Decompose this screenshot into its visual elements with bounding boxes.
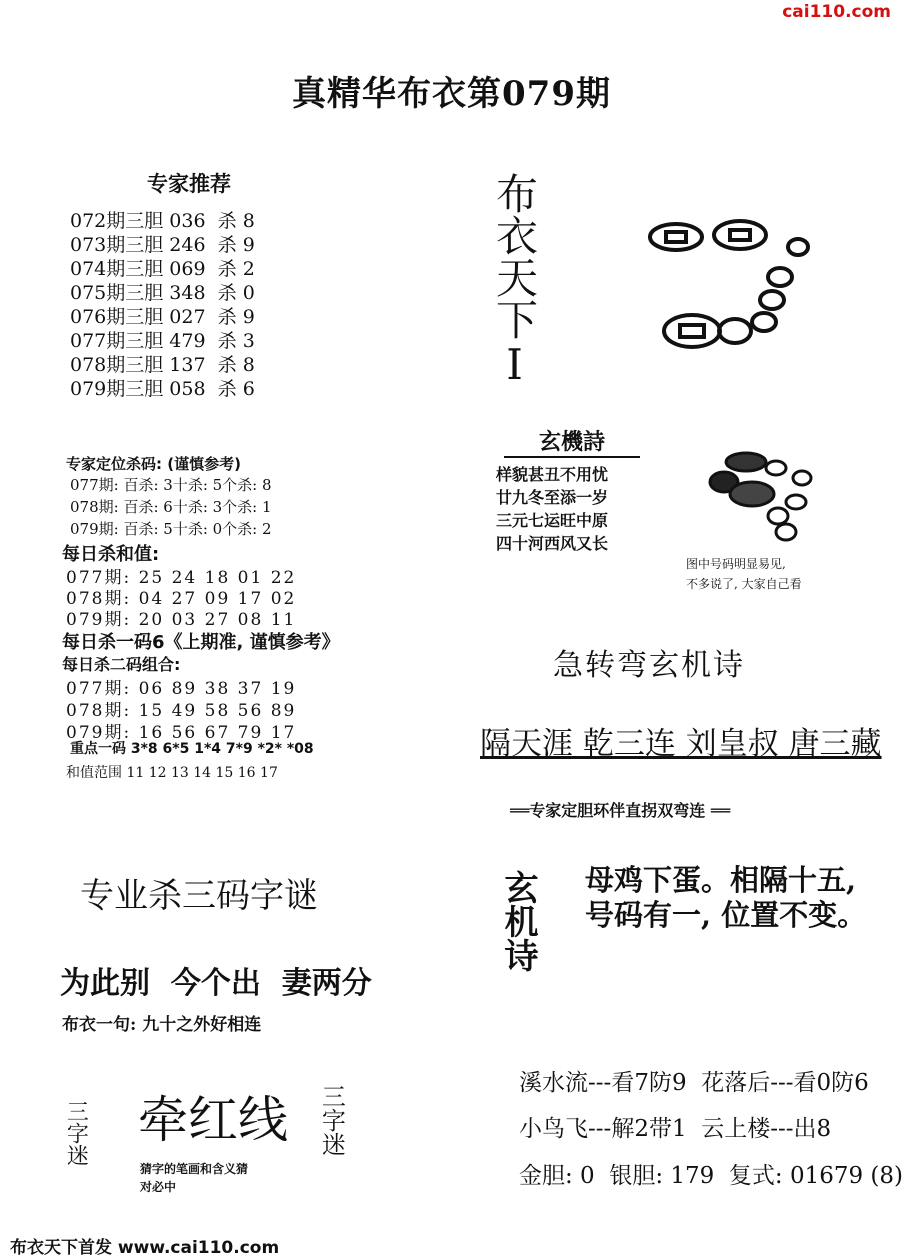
poem-line: 廿九冬至添一岁 [496,488,609,507]
daily-two-row: 079期: 16 56 67 79 17 [66,723,297,743]
position-kill-row: 079期: 百杀: 5十杀: 0个杀: 2 [70,520,272,538]
site-brand: cai110.com [782,2,891,22]
jizhuan-title: 急转弯玄机诗 [553,648,745,683]
riddle-main-word: 牵红线 [138,1091,288,1149]
coins-number-icon [700,446,830,546]
clue-row: 金胆: 0 银胆: 179 复式: 01679 (8) [519,1163,903,1189]
daily-two-row: 077期: 06 89 38 37 19 [66,679,297,699]
coins-caption: 图中号码明显易见, [686,557,786,571]
daily-sum-row: 079期: 20 03 27 08 11 [66,610,297,630]
clue-row: 溪水流---看7防9 花落后---看0防6 [519,1070,869,1096]
pick-row: 075期三胆 348 杀 0 [70,282,255,304]
riddle-hint: 猜字的笔画和含义猜 [140,1162,249,1176]
pick-row: 072期三胆 036 杀 8 [70,210,255,232]
pick-row: 076期三胆 027 杀 9 [70,306,255,328]
xuanji-poem-box [496,425,648,554]
pick-row: 073期三胆 246 杀 9 [70,234,255,256]
pick-row: 077期三胆 479 杀 3 [70,330,255,352]
names-line: 隔天涯 乾三连 刘皇叔 唐三藏 [480,726,882,762]
daily-sum-row: 078期: 04 27 09 17 02 [66,589,297,609]
coins-caption: 不多说了, 大家自己看 [686,577,802,591]
position-kill-heading: 专家定位杀码: (谨慎参考) [66,455,241,473]
key-codes: 重点一码 3*8 6*5 1*4 7*9 *2* *08 [70,741,314,757]
sum-range: 和值范围 11 12 13 14 15 16 17 [66,765,278,781]
pick-row: 079期三胆 058 杀 6 [70,378,255,400]
pick-row: 074期三胆 069 杀 2 [70,258,255,280]
riddle-hint: 对必中 [140,1180,177,1194]
footer: 布衣天下首发 www.cai110.com [10,1238,280,1258]
daily-sum-label: 每日杀和值: [62,544,160,565]
position-kill-row: 078期: 百杀: 6十杀: 3个杀: 1 [70,498,272,516]
position-kill-row: 077期: 百杀: 3十杀: 5个杀: 8 [70,476,272,494]
riddle-title: 专业杀三码字谜 [80,876,318,916]
daily-two-label: 每日杀二码组合: [62,655,181,674]
sanzi-left-label: 三字迷 [63,1100,89,1166]
expert-dan-line: ══专家定胆环伴直拐双弯连 ══ [510,801,731,820]
riddle-line: 为此别 今个出 妻两分 [60,966,372,1001]
pick-row: 078期三胆 137 杀 8 [70,354,255,376]
clue-row: 小鸟飞---解2带1 云上楼---出8 [519,1116,832,1142]
poem-line: 四十河西风又长 [496,534,609,553]
riddle-right-line: 母鸡下蛋。相隔十五, [585,863,857,897]
sanzi-right-label: 三字迷 [317,1084,346,1156]
buyi-vertical-title: 布衣天下I [490,172,539,389]
buyi-sentence: 布衣一句: 九十之外好相连 [62,1015,262,1035]
coins-seven-icon [640,205,820,365]
expert-heading: 专家推荐 [147,172,231,196]
daily-sum-row: 077期: 25 24 18 01 22 [66,568,297,588]
xuanji-vertical-title: 玄机诗 [498,870,538,972]
daily-two-row: 078期: 15 49 58 56 89 [66,701,297,721]
poem-line: 样貌甚丑不用忧 [496,465,609,484]
poem-line: 三元七运旺中原 [496,511,609,530]
daily-one-code: 每日杀一码6《上期准, 谨慎参考》 [62,632,340,653]
riddle-right-line: 号码有一, 位置不变。 [585,898,867,932]
poem-title: 玄機詩 [504,425,640,458]
main-title: 真精华布衣第079期 [292,74,611,114]
